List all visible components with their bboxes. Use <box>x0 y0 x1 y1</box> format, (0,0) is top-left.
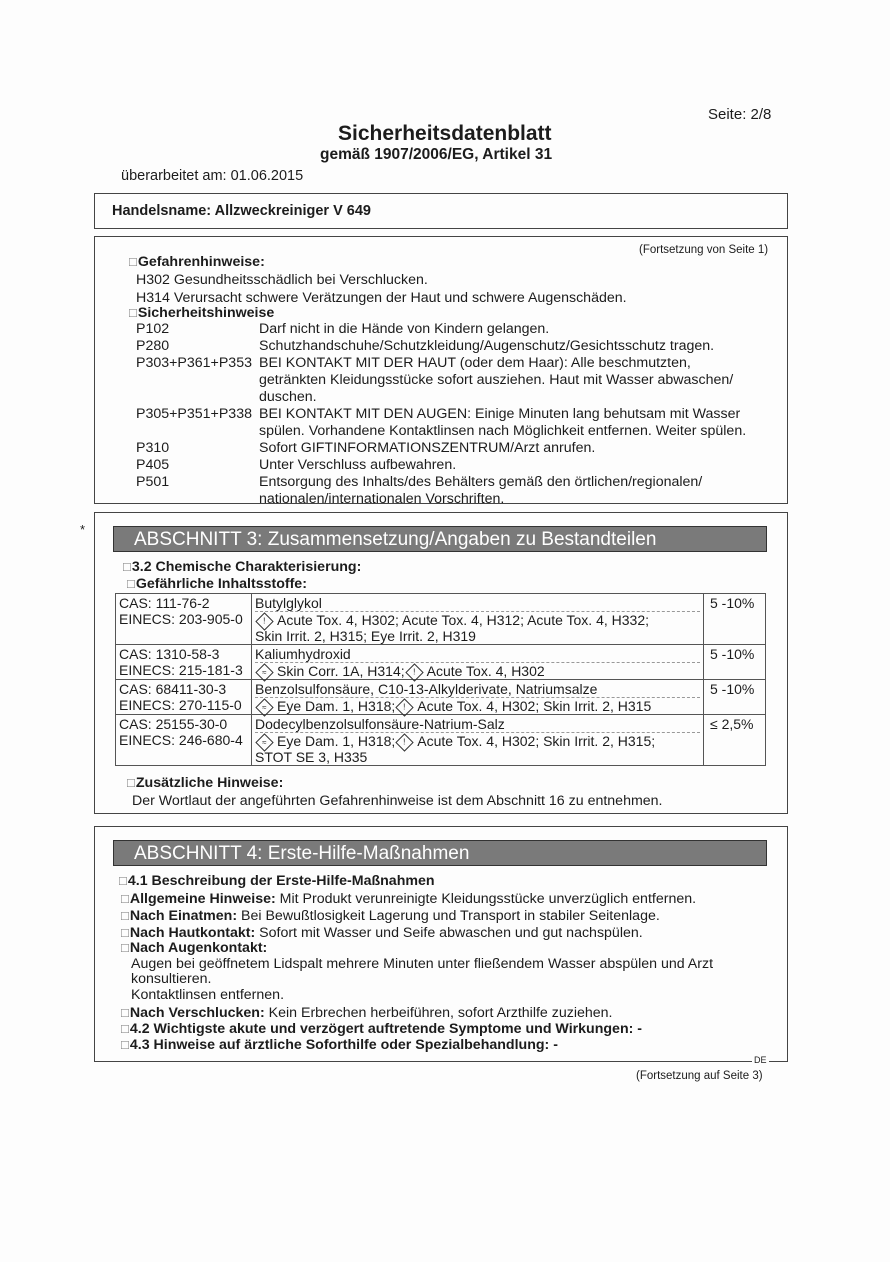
chem-char-heading: □3.2 Chemische Charakterisierung: <box>123 559 362 575</box>
p-row: P501 Entsorgung des Inhalts/des Behälters gemäß den örtlichen/regionalen/ <box>136 474 703 490</box>
hazardous-ingredients-heading: □Gefährliche Inhaltsstoffe: <box>127 576 307 592</box>
p-row: P303+P361+P353 BEI KONTAKT MIT DER HAUT (oder dem Haar): Alle beschmutzten, <box>136 355 691 371</box>
square-bullet-icon: □ <box>121 1005 129 1020</box>
table-row <box>116 680 766 715</box>
inhalation-advice: □Nach Einatmen: Bei Bewußtlosigkeit Lagerung und Transport in stabiler Seitenlage. <box>121 908 660 924</box>
percent-cell: 5 -10% <box>704 680 766 715</box>
ingestion-advice: □Nach Verschlucken: Kein Erbrechen herbeiführen, sofort Arzthilfe zuziehen. <box>121 1005 613 1021</box>
ingredients-table <box>115 593 766 766</box>
section-4-band: ABSCHNITT 4: Erste-Hilfe-Maßnahmen <box>113 840 767 866</box>
square-bullet-icon: □ <box>127 775 135 790</box>
square-bullet-icon: □ <box>119 873 127 888</box>
substance-cell: Benzolsulfonsäure, C10-13-Alkylderivate, Natriumsalze ≈ Eye Dam. 1, H318; ! Acute Tox. 4, H302; Skin Irrit. 2, H315 <box>252 680 704 715</box>
hazard-line: H302 Gesundheitsschädlich bei Verschlucken. <box>136 272 428 288</box>
ghs-exclamation-icon: ! <box>405 663 423 681</box>
square-bullet-icon: □ <box>129 305 137 320</box>
hazard-statements-box <box>94 236 788 507</box>
precautionary-list <box>136 321 776 511</box>
table-row <box>116 594 766 645</box>
square-bullet-icon: □ <box>127 576 135 591</box>
additional-notes-text: Der Wortlaut der angeführten Gefahrenhinweise ist dem Abschnitt 16 zu entnehmen. <box>132 793 663 809</box>
substance-cell: Butylglykol ! Acute Tox. 4, H302; Acute Tox. 4, H312; Acute Tox. 4, H332; Skin Irrit. 2, H315; Eye Irrit. 2, H319 <box>252 594 704 645</box>
eye-contact-text: konsultieren. <box>131 971 212 987</box>
section-3-box <box>94 512 788 814</box>
square-bullet-icon: □ <box>121 891 129 906</box>
table-row <box>116 715 766 766</box>
square-bullet-icon: □ <box>121 940 129 955</box>
ghs-exclamation-icon: ! <box>255 612 273 630</box>
ids-cell: CAS: 25155-30-0 EINECS: 246-680-4 <box>116 715 252 766</box>
skin-contact-advice: □Nach Hautkontakt: Sofort mit Wasser und Seife abwaschen und gut nachspülen. <box>121 925 643 941</box>
square-bullet-icon: □ <box>121 908 129 923</box>
p-row: P280 Schutzhandschuhe/Schutzkleidung/Augenschutz/Gesichtsschutz tragen. <box>136 338 715 354</box>
table-row <box>116 645 766 680</box>
square-bullet-icon: □ <box>129 254 137 269</box>
change-marker: * <box>80 522 86 537</box>
substance-cell: Dodecylbenzolsulfonsäure-Natrium-Salz ≈ Eye Dam. 1, H318; ! Acute Tox. 4, H302; Skin Irrit. 2, H315; STOT SE 3, H335 <box>252 715 704 766</box>
continuation-from: (Fortsetzung von Seite 1) <box>639 244 769 256</box>
symptoms-heading: □4.2 Wichtigste akute und verzögert auftretende Symptome und Wirkungen: - <box>121 1021 642 1037</box>
square-bullet-icon: □ <box>123 559 131 574</box>
p-row: nationalen/internationalen Vorschriften. <box>259 491 505 507</box>
revision-date: überarbeitet am: 01.06.2015 <box>121 168 304 184</box>
ghs-corrosion-icon: ≈ <box>255 698 273 716</box>
document-title: Sicherheitsdatenblatt <box>338 122 552 145</box>
p-row: duschen. <box>259 389 317 405</box>
ids-cell: CAS: 111-76-2 EINECS: 203-905-0 <box>116 594 252 645</box>
percent-cell: ≤ 2,5% <box>704 715 766 766</box>
ghs-exclamation-icon: ! <box>396 733 414 751</box>
ghs-corrosion-icon: ≈ <box>255 663 273 681</box>
ids-cell: CAS: 68411-30-3 EINECS: 270-115-0 <box>116 680 252 715</box>
document-subtitle: gemäß 1907/2006/EG, Artikel 31 <box>320 146 553 163</box>
p-row: P305+P351+P338 BEI KONTAKT MIT DEN AUGEN: Einige Minuten lang behutsam mit Wasser <box>136 406 741 422</box>
square-bullet-icon: □ <box>121 925 129 940</box>
section-4-box <box>94 826 788 1062</box>
p-row: P310 Sofort GIFTINFORMATIONSZENTRUM/Arzt anrufen. <box>136 440 596 456</box>
additional-notes-heading: □Zusätzliche Hinweise: <box>127 775 284 791</box>
medical-attention-heading: □4.3 Hinweise auf ärztliche Soforthilfe oder Spezialbehandlung: - <box>121 1037 558 1053</box>
p-row: P102 Darf nicht in die Hände von Kindern gelangen. <box>136 321 550 337</box>
hazard-line: H314 Verursacht schwere Verätzungen der Haut und schwere Augenschäden. <box>136 290 627 306</box>
eye-contact-heading: □Nach Augenkontakt: <box>121 940 268 956</box>
percent-cell: 5 -10% <box>704 594 766 645</box>
ghs-corrosion-icon: ≈ <box>255 733 273 751</box>
eye-contact-text: Kontaktlinsen entfernen. <box>131 987 285 1003</box>
first-aid-heading: □4.1 Beschreibung der Erste-Hilfe-Maßnahmen <box>119 873 435 889</box>
ghs-exclamation-icon: ! <box>396 698 414 716</box>
p-row: P405 Unter Verschluss aufbewahren. <box>136 457 457 473</box>
safety-heading: □Sicherheitshinweise <box>129 305 275 321</box>
section-3-band: ABSCHNITT 3: Zusammensetzung/Angaben zu Bestandteilen <box>113 526 767 552</box>
substance-cell: Kaliumhydroxid ≈ Skin Corr. 1A, H314; ! Acute Tox. 4, H302 <box>252 645 704 680</box>
page-number: Seite: 2/8 <box>708 106 772 123</box>
ids-cell: CAS: 1310-58-3 EINECS: 215-181-3 <box>116 645 252 680</box>
p-row: spülen. Vorhandene Kontaktlinsen nach Möglichkeit entfernen. Weiter spülen. <box>259 423 747 439</box>
percent-cell: 5 -10% <box>704 645 766 680</box>
language-code: DE <box>754 1055 767 1065</box>
continuation-to: (Fortsetzung auf Seite 3) <box>636 1070 763 1082</box>
square-bullet-icon: □ <box>121 1037 129 1052</box>
p-row: getränkten Kleidungsstücke sofort ausziehen. Haut mit Wasser abwaschen/ <box>259 372 734 388</box>
trade-name: Handelsname: Allzweckreiniger V 649 <box>112 203 371 219</box>
trade-name-box <box>94 193 788 229</box>
eye-contact-text: Augen bei geöffnetem Lidspalt mehrere Minuten unter fließendem Wasser abspülen und Arzt <box>131 956 714 972</box>
hazard-heading: □Gefahrenhinweise: <box>129 254 265 270</box>
general-advice: □Allgemeine Hinweise: Mit Produkt verunreinigte Kleidungsstücke unverzüglich entfernen. <box>121 891 697 907</box>
square-bullet-icon: □ <box>121 1021 129 1036</box>
